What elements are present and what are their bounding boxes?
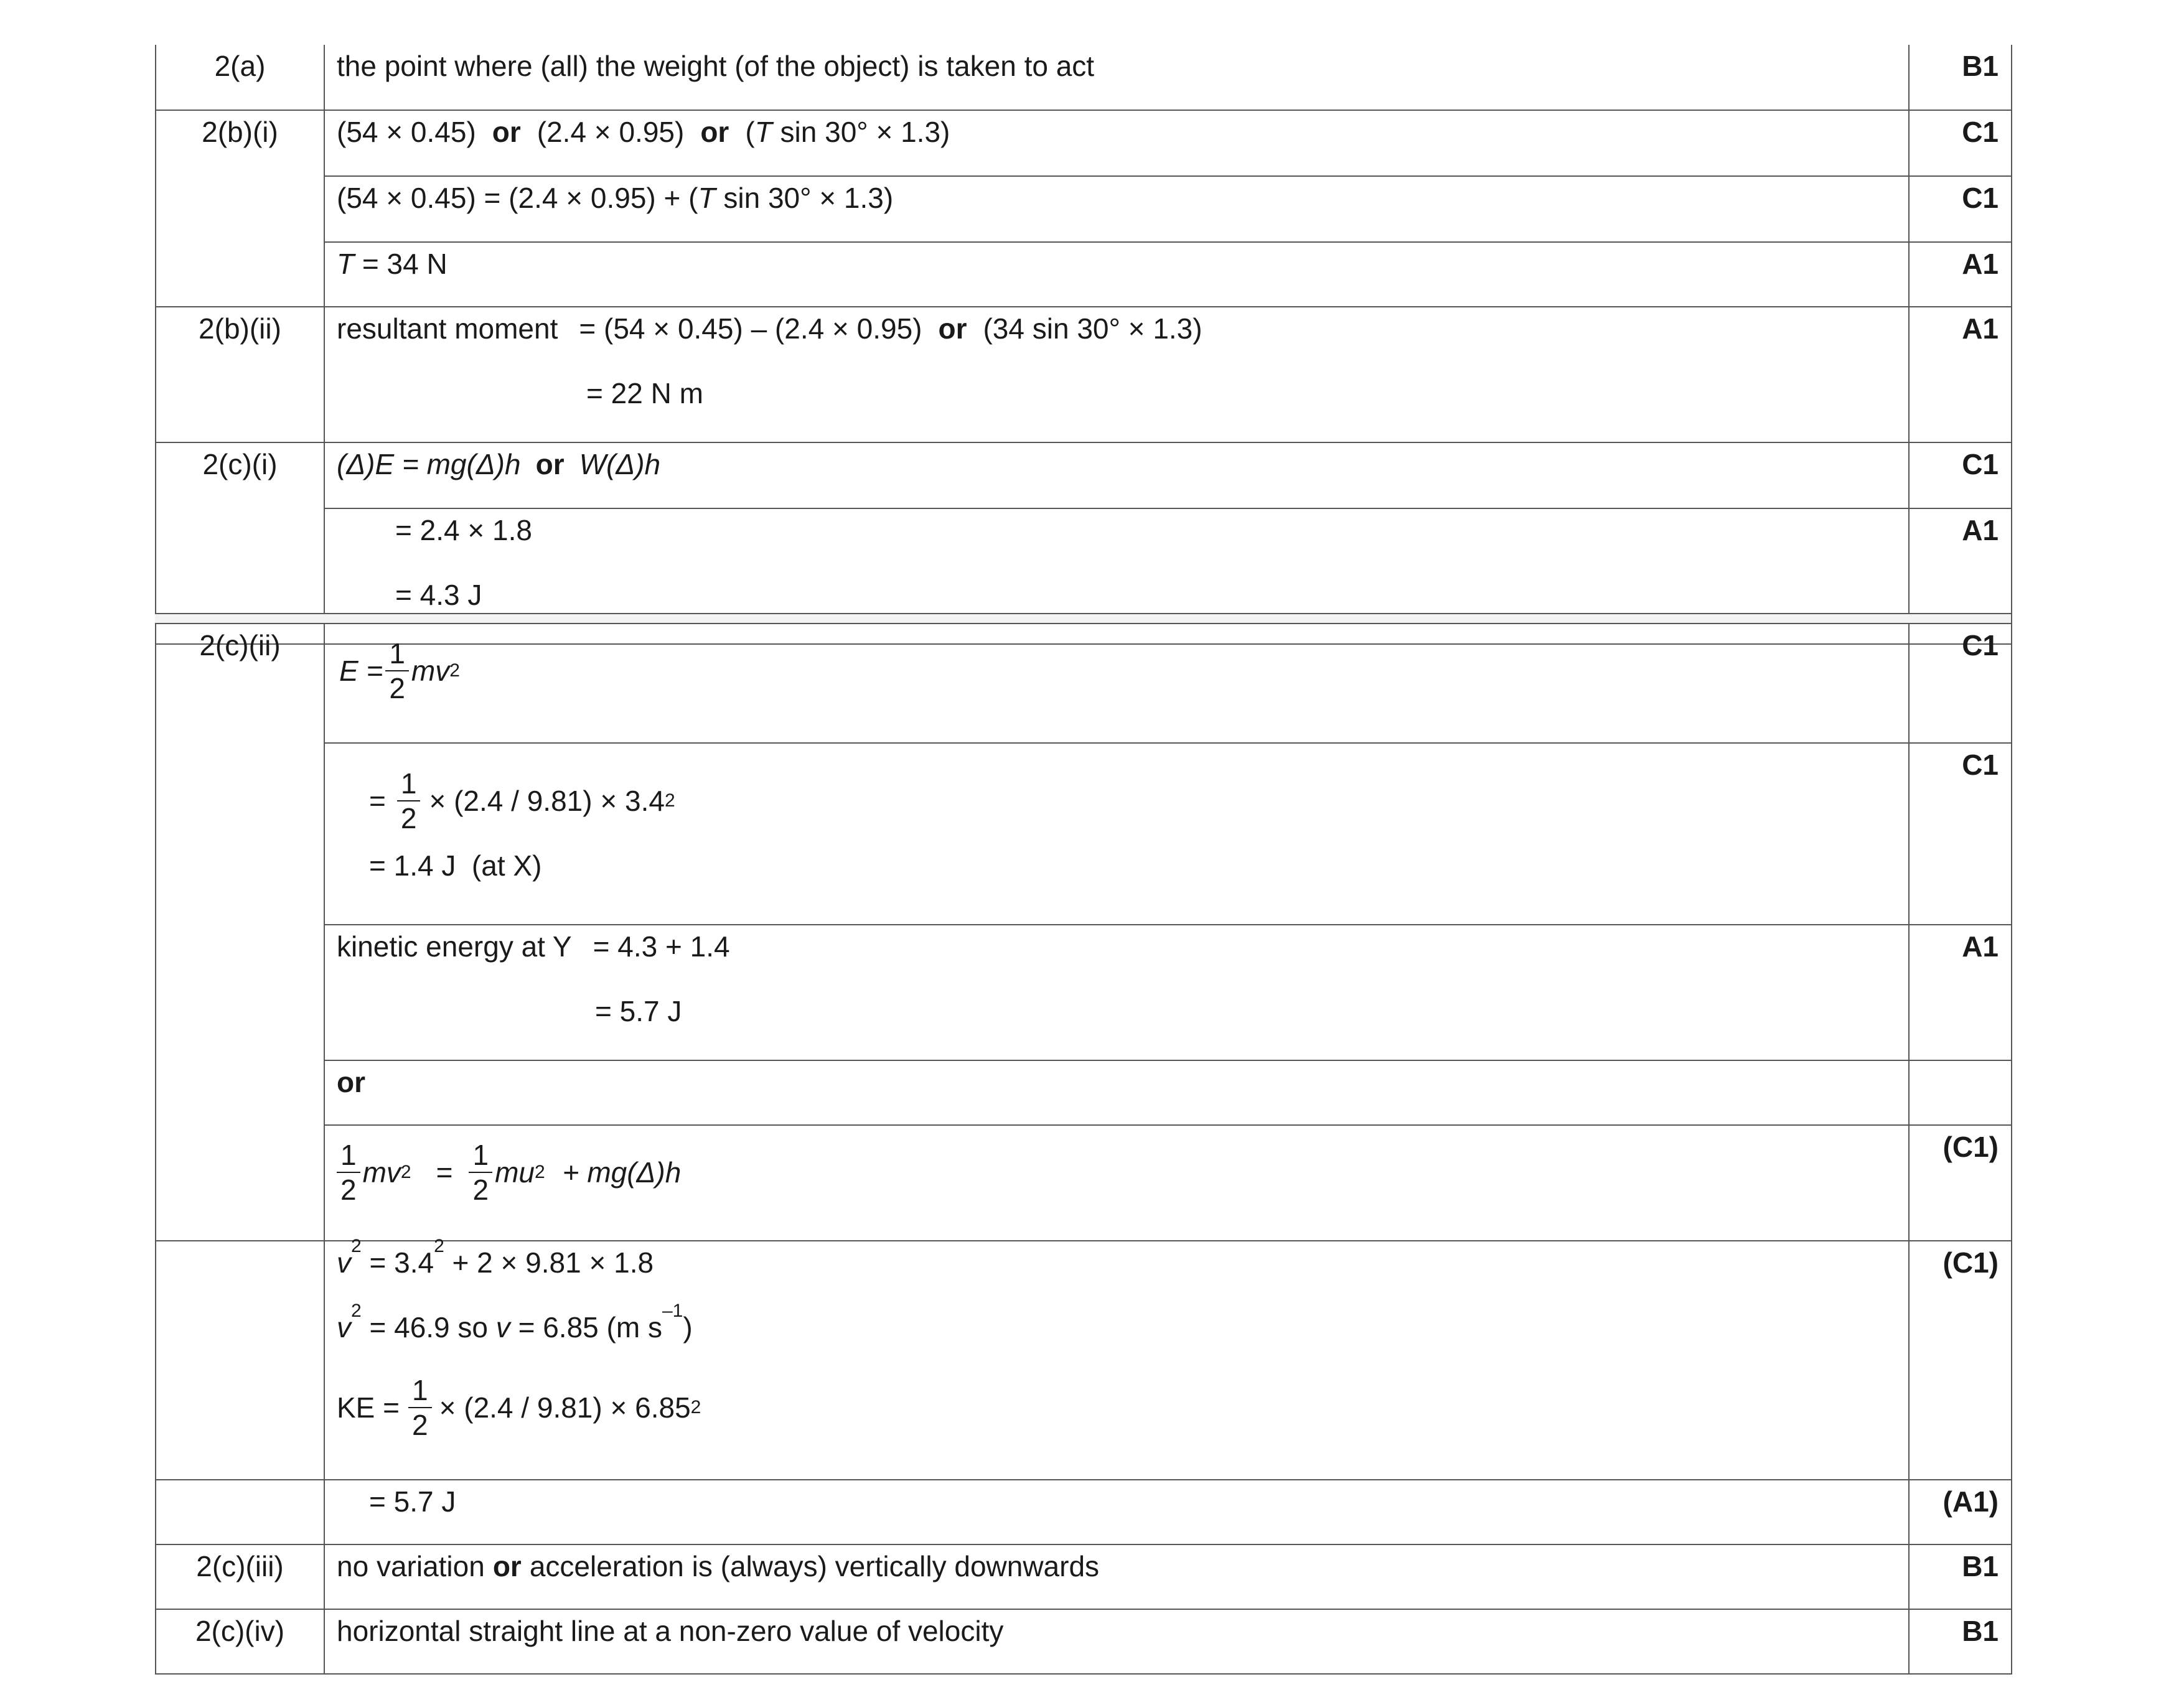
expr: = 4.3 J [395, 579, 482, 611]
or-keyword: or [492, 116, 521, 148]
mark-code: (C1) [1909, 1241, 2012, 1480]
expr: mv [362, 1156, 401, 1189]
answer-line [337, 849, 1908, 882]
or-keyword: or [492, 1550, 522, 1582]
expr: × (2.4 / 9.81) × 6.85 [439, 1391, 691, 1424]
fraction [397, 769, 421, 833]
fraction [408, 1376, 432, 1439]
expr: (54 × 0.45) [337, 116, 476, 148]
answer-line [337, 312, 1908, 377]
expr: = 22 N m [586, 377, 703, 409]
mark-code: B1 [1909, 1609, 2012, 1674]
answer-line [337, 514, 1908, 579]
answer-line: = $\frac{1}{2}$ × (2.4 / 9.81) × 3.4 2 [369, 767, 675, 834]
expr: acceleration is (always) vertically downwards [529, 1550, 1100, 1582]
row-2bii [156, 307, 2012, 442]
expr: = [369, 784, 386, 817]
answer-line [324, 242, 1909, 307]
expr: = 2.4 × 1.8 [395, 514, 532, 546]
mark-code: A1 [1909, 925, 2012, 1060]
question-number [156, 1241, 324, 1480]
mark-code [1909, 1060, 2012, 1125]
mark-code: (C1) [1909, 1125, 2012, 1241]
expr: ( [745, 116, 755, 148]
expr: = [436, 1156, 453, 1189]
row-v-working [156, 1241, 2012, 1480]
expr: = 5.7 J [595, 995, 682, 1027]
row-2civ [156, 1609, 2012, 1674]
expr: = 46.9 so [361, 1311, 496, 1343]
expr: + mg(Δ)h [562, 1156, 682, 1189]
mark-code: C1 [1909, 743, 2012, 925]
answer-line: = 5.7 J [324, 1480, 1909, 1544]
mark-code: C1 [1909, 624, 2012, 743]
question-number: 2(b)(ii) [156, 307, 324, 442]
expr: = 34 N [354, 248, 448, 280]
expr: no variation [337, 1550, 485, 1582]
numerator: 1 [337, 1141, 360, 1173]
mark-code: C1 [1909, 176, 2012, 242]
expr: (54 × 0.45) = (2.4 × 0.95) + ( [337, 182, 698, 214]
answer-line [337, 377, 1908, 442]
var-v: v [495, 1311, 510, 1343]
row-2cii-3 [156, 925, 2012, 1060]
row-2cii-1 [156, 624, 2012, 743]
answer-line: E = $\frac{1}{2}$ mv 2 [324, 624, 1909, 743]
fraction [337, 1141, 360, 1204]
var-v: v [337, 1311, 351, 1343]
expr: = 4.3 + 1.4 [593, 930, 730, 963]
question-number: 2(c)(ii) [156, 624, 324, 1241]
answer-line [337, 995, 1908, 1060]
denominator: 2 [472, 1174, 489, 1206]
var-T: T [698, 182, 716, 214]
answer-text: horizontal straight line at a non-zero value of velocity [324, 1609, 1909, 1674]
answer-line [324, 176, 1909, 242]
row-2cii-alt [156, 1125, 2012, 1241]
mark-code: A1 [1909, 307, 2012, 442]
mark-scheme-table-upper [155, 45, 2012, 645]
or-keyword: or [535, 448, 565, 480]
question-number: 2(c)(i) [156, 442, 324, 644]
mark-code: B1 [1909, 45, 2012, 110]
mark-code: C1 [1909, 110, 2012, 176]
denominator: 2 [340, 1174, 357, 1206]
row-2ci-1 [156, 442, 2012, 508]
mark-code: (A1) [1909, 1480, 2012, 1544]
row-2a [156, 45, 2012, 110]
denominator: 2 [400, 802, 417, 834]
row-2bi-1 [156, 110, 2012, 176]
answer-line [324, 442, 1909, 508]
var-T: T [337, 248, 355, 280]
row-2cii-or [156, 1060, 2012, 1125]
question-number: 2(c)(iv) [156, 1609, 324, 1674]
expr: ) [683, 1311, 693, 1343]
expr: (34 sin 30° × 1.3) [983, 312, 1202, 345]
expr: = 3.4 [361, 1246, 434, 1279]
expr: mv [411, 654, 450, 687]
or-keyword: or [700, 116, 729, 148]
expr: W(Δ)h [579, 448, 661, 480]
denominator: 2 [412, 1409, 428, 1441]
row-2bi-2 [156, 176, 2012, 242]
numerator: 1 [397, 769, 421, 801]
row-2bi-3 [156, 242, 2012, 307]
numerator: 1 [408, 1376, 432, 1408]
expr: mu [495, 1156, 535, 1189]
mark-code: A1 [1909, 242, 2012, 307]
mark-code: A1 [1909, 508, 2012, 644]
question-number: 2(b)(i) [156, 110, 324, 307]
answer-line: v 2 = 3.4 2 + 2 × 9.81 × 1.8 [337, 1236, 654, 1279]
numerator: 1 [469, 1141, 492, 1173]
fraction [385, 639, 409, 703]
var-T: T [754, 116, 772, 148]
var-v: v [337, 1246, 351, 1279]
answer-line: KE = $\frac{1}{2}$ × (2.4 / 9.81) × 6.85 2 [337, 1374, 701, 1441]
label: resultant moment [337, 312, 558, 345]
answer-block [324, 1236, 1909, 1480]
answer-line: $\frac{1}{2}$ mv 2 = $\frac{1}{2}$ mu 2 + mg(Δ)h [324, 1125, 1909, 1241]
numerator: 1 [385, 639, 409, 671]
label: kinetic energy at Y [337, 930, 572, 963]
answer-text: the point where (all) the weight (of the object) is taken to act [324, 45, 1909, 110]
question-number: 2(a) [156, 45, 324, 110]
answer-block [324, 307, 1909, 442]
or-keyword: or [938, 312, 967, 345]
answer-block [324, 925, 1909, 1060]
mark-scheme-table-lower [155, 623, 2012, 1675]
expr: sin 30° × 1.3) [715, 182, 894, 214]
expr: × (2.4 / 9.81) × 3.4 [429, 784, 665, 817]
denominator: 2 [389, 672, 405, 704]
answer-line [337, 930, 1908, 995]
answer-line [324, 110, 1909, 176]
answer-line [324, 1544, 1909, 1609]
expr: = (54 × 0.45) – (2.4 × 0.95) [579, 312, 922, 345]
expr: = 1.4 J (at X) [369, 849, 542, 882]
question-number [156, 1480, 324, 1544]
row-final [156, 1480, 2012, 1544]
question-number: 2(c)(iii) [156, 1544, 324, 1609]
expr: E = [339, 654, 383, 687]
expr: sin 30° × 1.3) [772, 116, 950, 148]
expr: + 2 × 9.81 × 1.8 [444, 1246, 654, 1279]
expr: (Δ)E = mg(Δ)h [337, 448, 521, 480]
mark-code: B1 [1909, 1544, 2012, 1609]
expr: = 6.85 (m s [510, 1311, 662, 1343]
mark-code: C1 [1909, 442, 2012, 508]
answer-line [324, 1060, 1909, 1125]
fraction [469, 1141, 492, 1204]
expr: (2.4 × 0.95) [537, 116, 685, 148]
or-keyword: or [337, 1066, 365, 1098]
answer-line: v 2 = 46.9 so v = 6.85 (m s –1 ) [337, 1301, 693, 1343]
row-2cii-2 [156, 743, 2012, 925]
label: KE = [337, 1391, 400, 1424]
row-2ciii [156, 1544, 2012, 1609]
answer-block [324, 743, 1909, 925]
